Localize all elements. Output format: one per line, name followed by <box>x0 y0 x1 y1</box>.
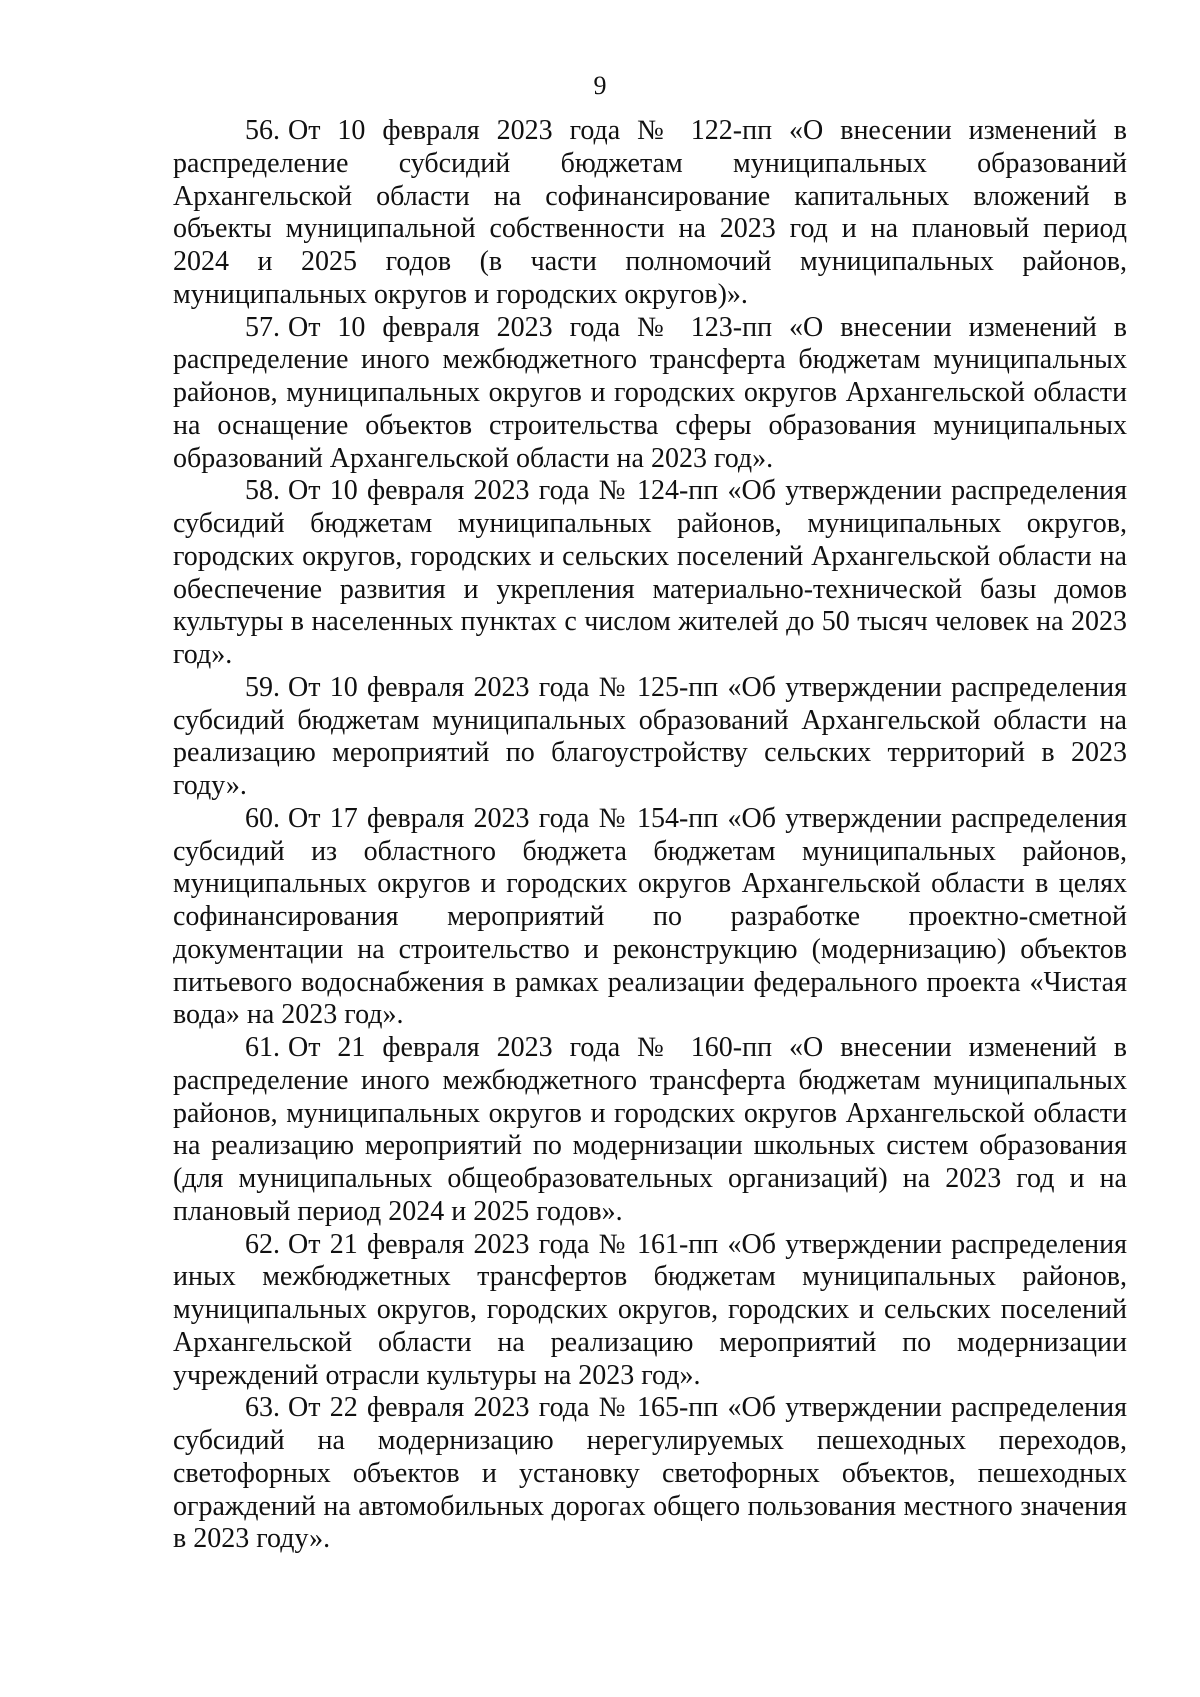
item-text: От 10 февраля 2023 года № 124-пп «Об утверждении распределения субсидий бюджетам муниципальных районов, муниципальных округов, городских округов, городских и сельских поселений Архангельской области на обеспечение развития и укрепления материально-технической базы домов культуры в населенных пунктах с числом жителей до 50 тысяч человек на 2023 год». <box>173 475 1127 670</box>
item-number: 63. <box>245 1392 280 1424</box>
list-item-59 <box>173 672 1127 803</box>
document-body <box>173 115 1127 1556</box>
item-text: От 10 февраля 2023 года № 123-пп «О внесении изменений в распределение иного межбюджетного трансферта бюджетам муниципальных районов, муниципальных округов и городских округов Архангельской области на оснащение объектов строительства сферы образования муниципальных образований Архангельской области на 2023 год». <box>173 311 1127 474</box>
item-number: 61. <box>245 1032 280 1063</box>
item-number: 57. <box>245 311 280 343</box>
item-text: От 10 февраля 2023 года № 122-пп «О внесении изменений в распределение субсидий бюджетам муниципальных образований Архангельской области на софинансирование капитальных вложений в объекты муниципальной собственности на 2023 год и на плановый период 2024 и 2025 годов (в части полномочий муниципальных районов, муниципальных округов и городских округов)». <box>173 115 1127 310</box>
list-item-62 <box>173 1229 1127 1393</box>
item-text: От 10 февраля 2023 года № 125-пп «Об утверждении распределения субсидий бюджетам муниципальных образований Архангельской области на реализацию мероприятий по благоустройству сельских территорий в 2023 году». <box>173 671 1127 801</box>
list-item-57 <box>173 312 1127 476</box>
item-text: От 21 февраля 2023 года № 161-пп «Об утверждении распределения иных межбюджетных трансфертов бюджетам муниципальных районов, муниципальных округов, городских округов, городских и сельских поселений Архангельской области на реализацию мероприятий по модернизации учреждений отрасли культуры на 2023 год». <box>173 1228 1127 1391</box>
item-number: 60. <box>245 802 280 834</box>
item-number: 56. <box>245 115 280 146</box>
item-text: От 22 февраля 2023 года № 165-пп «Об утверждении распределения субсидий на модернизацию нерегулируемых пешеходных переходов, светофорных объектов и установку светофорных объектов, пешеходных ограждений на автомобильных дорогах общего пользования местного значения в 2023 году». <box>173 1392 1127 1555</box>
page-number: 9 <box>593 71 607 100</box>
item-number: 58. <box>245 475 280 507</box>
list-item-63 <box>173 1392 1127 1556</box>
item-number: 59. <box>245 671 280 703</box>
list-item-58 <box>173 475 1127 672</box>
item-text: От 21 февраля 2023 года № 160-пп «О внесении изменений в распределение иного межбюджетного трансферта бюджетам муниципальных районов, муниципальных округов и городских округов Архангельской области на реализацию мероприятий по модернизации школьных систем образования (для муниципальных общеобразовательных организаций) на 2023 год и на плановый период 2024 и 2025 годов». <box>173 1032 1127 1227</box>
item-number: 62. <box>245 1228 280 1260</box>
list-item-56 <box>173 115 1127 312</box>
item-text: От 17 февраля 2023 года № 154-пп «Об утверждении распределения субсидий из областного бюджета бюджетам муниципальных районов, муниципальных округов и городских округов Архангельской области в целях софинансирования мероприятий по разработке проектно-сметной документации на строительство и реконструкцию (модернизацию) объектов питьевого водоснабжения в рамках реализации федерального проекта «Чистая вода» на 2023 год». <box>173 802 1127 1031</box>
list-item-61 <box>173 1032 1127 1229</box>
list-item-60 <box>173 803 1127 1032</box>
